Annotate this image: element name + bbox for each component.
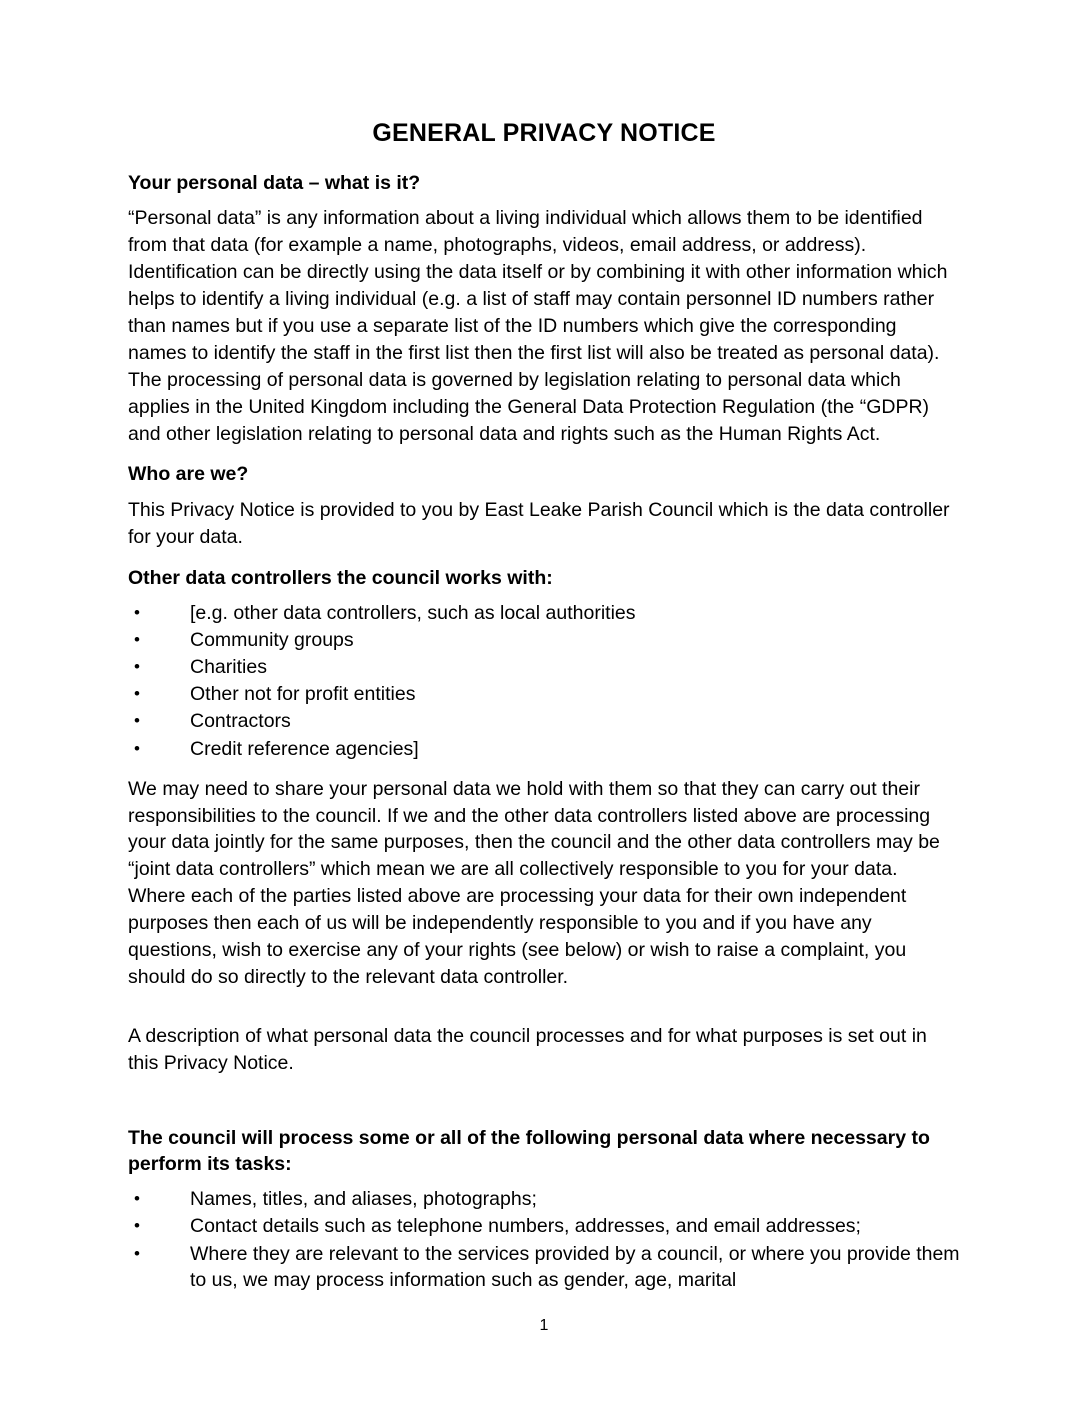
section-body-personal-data: “Personal data” is any information about a living individual which allows them to be identified from that data (for example a name, photographs, videos, email address, or address). Identification can be directly using the data itself or by combining it with other information which helps to identify a living individual (e.g. a list of staff may contain personnel ID numbers rather than names but if you use a separate list of the ID numbers which give the corresponding names to identify the staff in the first list then the first list will also be treated as personal data). The processing of personal data is governed by legislation relating to personal data which applies in the United Kingdom including the General Data Protection Regulation (the “GDPR) and other legislation relating to personal data and rights such as the Human Rights Act.	[128, 207, 948, 445]
bullet-icon: •	[134, 602, 140, 622]
bullet-icon: •	[134, 684, 140, 704]
list-item	[128, 1186, 960, 1212]
section-heading-other-controllers: Other data controllers the council works with:	[128, 566, 553, 589]
bullet-icon: •	[134, 1243, 140, 1263]
section-body-who-are-we: This Privacy Notice is provided to you by East Leake Parish Council which is the data controller for your data.	[128, 498, 950, 548]
list-item-label: Community groups	[190, 629, 354, 652]
list-item	[128, 654, 960, 680]
list-item	[128, 681, 960, 707]
section-heading-personal-data: Your personal data – what is it?	[128, 172, 421, 194]
list-item-label: Contact details such as telephone numbers, addresses, and email addresses;	[190, 1215, 861, 1238]
list-item	[128, 600, 960, 626]
bullet-icon: •	[134, 711, 140, 731]
list-item-label: Contractors	[190, 710, 291, 733]
list-item-label: Charities	[190, 656, 267, 679]
bullet-icon: •	[134, 738, 140, 758]
list-item	[128, 627, 960, 653]
bullet-icon: •	[134, 630, 140, 650]
list-item	[128, 1241, 960, 1293]
list-item-label: Credit reference agencies]	[190, 737, 419, 760]
section-body-other-controllers: We may need to share your personal data we hold with them so that they can carry out their responsibilities to the council. If we and the other data controllers listed above are processing your data jointly for the same purposes, then the council and the other data controllers may be “joint data controllers” which mean we are all collectively responsible to you for your data. Where each of the parties listed above are processing your data for their own independent purposes then each of us will be independently responsible to you and if you have any questions, wish to exercise any of your rights (see below) or wish to raise a complaint, you should do so directly to the relevant data controller.	[128, 777, 940, 988]
spacer	[128, 1005, 960, 1023]
bullet-icon: •	[134, 1189, 140, 1209]
page-title: GENERAL PRIVACY NOTICE	[372, 119, 716, 147]
list-item-label: Names, titles, and aliases, photographs;	[190, 1188, 537, 1211]
spacer	[128, 1091, 960, 1125]
processing-list	[128, 1186, 960, 1293]
list-item	[128, 736, 960, 762]
bullet-icon: •	[134, 657, 140, 677]
other-controllers-list	[128, 600, 960, 762]
bullet-icon: •	[134, 1216, 140, 1236]
list-item-label: Other not for profit entities	[190, 683, 416, 706]
section-body-description: A description of what personal data the council processes and for what purposes is set out in this Privacy Notice.	[128, 1024, 927, 1074]
list-item	[128, 708, 960, 734]
section-heading-who-are-we: Who are we?	[128, 463, 249, 486]
section-heading-processing: The council will process some or all of the following personal data where necessary to perform its tasks:	[128, 1126, 930, 1176]
page-number: 1	[539, 1317, 549, 1334]
list-item	[128, 1213, 960, 1239]
list-item-label: [e.g. other data controllers, such as local authorities	[190, 601, 636, 624]
list-item-label: Where they are relevant to the services provided by a council, or where you provide them to us, we may process information such as gender, age, marital	[190, 1242, 960, 1291]
